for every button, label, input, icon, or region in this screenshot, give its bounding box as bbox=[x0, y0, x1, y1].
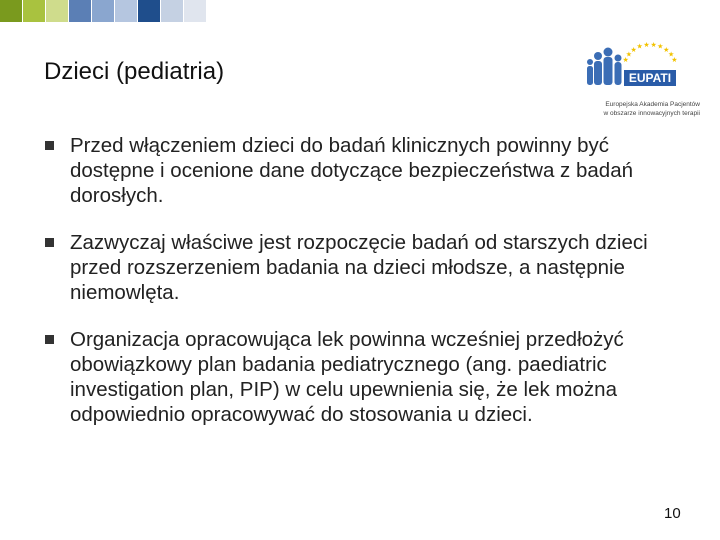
square-bullet-icon bbox=[45, 238, 54, 247]
logo-star-icon: ★ bbox=[663, 46, 670, 54]
page-number: 10 bbox=[664, 505, 681, 522]
logo-star-icon: ★ bbox=[636, 43, 643, 51]
logo-star-icon: ★ bbox=[671, 57, 678, 64]
top-bar-square bbox=[0, 0, 22, 22]
bullet-item bbox=[44, 327, 694, 427]
logo-star-icon: ★ bbox=[657, 43, 664, 51]
bullet-text: Organizacja opracowująca lek powinna wcześniej przedłożyć obowiązkowy plan badania pediatrycznego (ang. paediatric investigation plan, PIP) w celu upewnienia się, że lek można odpowiednio opracowywać do stosowania u dzieci. bbox=[70, 328, 624, 426]
top-bar-square bbox=[23, 0, 45, 22]
top-bar-square bbox=[115, 0, 137, 22]
square-bullet-icon bbox=[45, 335, 54, 344]
top-color-bar bbox=[0, 0, 240, 22]
logo-tagline-line1: Europejska Akademia Pacjentów bbox=[605, 101, 700, 108]
top-bar-square bbox=[161, 0, 183, 22]
bullet-item bbox=[44, 133, 694, 208]
top-bar-square bbox=[92, 0, 114, 22]
top-bar-square bbox=[46, 0, 68, 22]
top-bar-square bbox=[138, 0, 160, 22]
top-bar-square bbox=[69, 0, 91, 22]
eupati-logo-graphic bbox=[568, 36, 698, 100]
bullet-item bbox=[44, 230, 694, 305]
logo-stars-icon bbox=[622, 41, 677, 64]
logo-figures-icon bbox=[587, 48, 622, 86]
logo-star-icon: ★ bbox=[622, 56, 629, 64]
slide-title: Dzieci (pediatria) bbox=[44, 58, 225, 86]
logo-star-icon: ★ bbox=[668, 51, 675, 59]
square-bullet-icon bbox=[45, 141, 54, 150]
logo-star-icon: ★ bbox=[650, 41, 657, 49]
logo-tagline-line2: w obszarze innowacyjnych terapii bbox=[603, 110, 700, 117]
logo-star-icon: ★ bbox=[625, 51, 633, 59]
bullet-text: Zazwyczaj właściwe jest rozpoczęcie badań od starszych dzieci przed rozszerzeniem badania na dzieci młodsze, a następnie niemowlęta. bbox=[70, 231, 648, 304]
logo-star-icon: ★ bbox=[630, 46, 637, 54]
logo-tagline bbox=[566, 100, 700, 118]
top-bar-square bbox=[184, 0, 206, 22]
bullet-text: Przed włączeniem dzieci do badań klinicznych powinny być dostępne i ocenione dane dotyczące bezpieczeństwa z badań dorosłych. bbox=[70, 134, 634, 207]
logo-name: EUPATI bbox=[628, 71, 672, 85]
bullet-list bbox=[44, 133, 694, 449]
logo-star-icon: ★ bbox=[643, 41, 650, 49]
